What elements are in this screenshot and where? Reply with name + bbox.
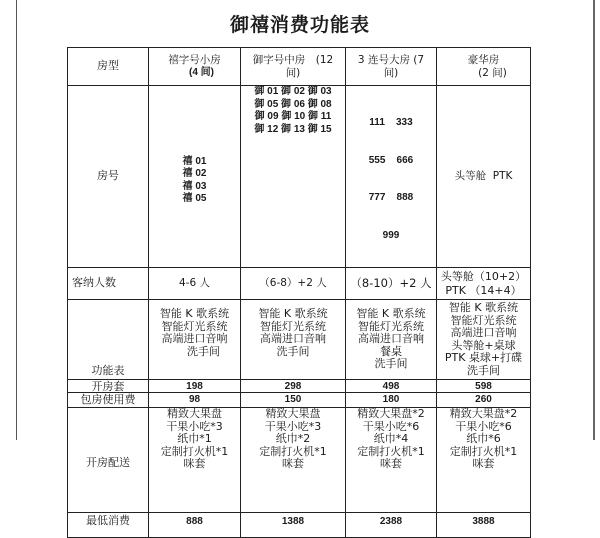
room-number-line: 御 01 御 02 御 03	[254, 86, 332, 97]
gift-item: 定制打火机*1	[357, 444, 425, 458]
feature-item: 高端进口音响	[450, 326, 517, 339]
gift-item: 咪套	[380, 457, 402, 470]
room-numbers-col-1	[149, 86, 241, 268]
feature-item: 洗手间	[374, 357, 408, 371]
features-col-4	[437, 300, 531, 380]
feature-item: 智能 K 歌系统	[448, 301, 519, 314]
label-opening-gift: 开房配送	[68, 408, 149, 513]
feature-item: 洗手间	[467, 363, 500, 377]
room-numbers-col-3	[346, 86, 437, 268]
gift-item: 精致大果盘*2	[449, 407, 518, 420]
capacity-col-1	[149, 268, 241, 300]
gift-item: 咪套	[183, 457, 206, 470]
row-room-number	[68, 86, 531, 268]
room-number-line: 御 05 御 06 御 08	[254, 98, 332, 110]
minimum-spend-col-3: 2388	[346, 513, 437, 538]
feature-item: 智能灯光系统	[450, 313, 517, 327]
col-4-name: 豪华房	[467, 54, 500, 66]
header-col-1	[149, 48, 241, 86]
page-left-edge	[16, 0, 17, 440]
capacity-col-3	[346, 268, 437, 300]
feature-item: 餐桌	[380, 344, 402, 358]
col-2-name: 御字号中房 (12	[252, 54, 334, 66]
capacity-col-4	[437, 268, 531, 300]
minimum-spend-col-1: 888	[149, 513, 241, 538]
gift-item: 纸巾*2	[275, 432, 311, 445]
feature-item: 智能 K 歌系统	[258, 307, 328, 320]
opening-package-col-2: 298	[241, 380, 346, 393]
consumption-table	[67, 47, 531, 538]
gift-item: 定制打火机*1	[259, 444, 327, 458]
capacity-value: （8-10）+2 人	[350, 276, 432, 291]
col-1-count: (4 间)	[189, 66, 214, 78]
room-fee-col-1: 98	[149, 393, 241, 408]
room-fee-col-3: 180	[346, 393, 437, 408]
features-col-1	[149, 300, 241, 380]
gift-item: 咪套	[472, 457, 495, 470]
col-1-name: 禧字号小房	[168, 54, 221, 66]
capacity-value: PTK （14+4）	[445, 283, 522, 297]
feature-item: 智能灯光系统	[161, 319, 228, 333]
opening-gift-col-2	[241, 408, 346, 513]
col-3-name: 3 连号大房 (7	[357, 54, 425, 66]
label-capacity: 客纳人数	[68, 268, 149, 300]
feature-item: PTK 桌球+打碟	[444, 351, 523, 364]
gift-item: 干果小吃*6	[362, 419, 420, 433]
label-opening-package: 开房套	[68, 380, 149, 393]
gift-item: 干果小吃*6	[455, 419, 512, 433]
row-room-fee	[68, 393, 531, 408]
room-number-line: 777 888	[368, 192, 414, 203]
feature-item: 智能 K 歌系统	[356, 307, 426, 321]
label-minimum-spend: 最低消费	[68, 513, 149, 538]
opening-gift-col-1	[149, 408, 241, 513]
row-opening-package	[68, 380, 531, 393]
feature-item: 智能灯光系统	[260, 319, 326, 333]
gift-item: 定制打火机*1	[160, 444, 229, 458]
opening-package-col-4: 598	[437, 380, 531, 393]
gift-item: 干果小吃*3	[264, 419, 322, 433]
gift-item: 精致大果盘*2	[357, 407, 425, 420]
row-opening-gift	[68, 408, 531, 513]
room-fee-col-2: 150	[241, 393, 346, 408]
capacity-value: 头等舱（10+2）	[440, 269, 527, 283]
capacity-value: （6-8）+2 人	[259, 277, 327, 290]
row-minimum-spend	[68, 513, 531, 538]
col-3-count: 间)	[383, 66, 399, 79]
gift-item: 定制打火机*1	[449, 444, 518, 458]
capacity-col-2	[241, 268, 346, 300]
col-4-count: (2 间)	[478, 66, 507, 79]
room-fee-col-4: 260	[437, 393, 531, 408]
room-number-line: 999	[382, 229, 400, 241]
room-number-line: 头等舱 PTK	[454, 170, 513, 183]
room-number: 禧 03	[182, 180, 207, 192]
row-room-type	[68, 48, 531, 86]
row-capacity	[68, 268, 531, 300]
header-col-3	[346, 48, 437, 86]
gift-item: 精致大果盘	[265, 407, 321, 420]
room-number: 禧 02	[182, 168, 207, 179]
room-number-line: 111 333	[369, 117, 413, 128]
row-features	[68, 300, 531, 380]
feature-item: 高端进口音响	[358, 332, 424, 346]
header-col-2	[241, 48, 346, 86]
room-numbers-col-4	[437, 86, 531, 268]
label-room-number: 房号	[68, 86, 149, 268]
label-room-fee: 包房使用费	[68, 393, 149, 408]
col-2-count: 间)	[285, 66, 301, 79]
features-col-2	[241, 300, 346, 380]
page-title: 御禧消费功能表	[229, 14, 370, 36]
feature-item: 头等舱+桌球	[451, 338, 516, 352]
feature-item: 高端进口音响	[260, 332, 326, 345]
feature-item: 智能 K 歌系统	[159, 307, 230, 320]
gift-item: 咪套	[282, 457, 304, 470]
gift-item: 精致大果盘	[167, 407, 222, 420]
opening-package-col-1: 198	[149, 380, 241, 393]
gift-item: 纸巾*4	[373, 432, 409, 445]
room-number-line: 御 12 御 13 御 15	[254, 123, 332, 135]
header-col-4	[437, 48, 531, 86]
page-right-edge	[593, 0, 595, 440]
label-room-type: 房型	[68, 48, 149, 86]
opening-gift-col-4	[437, 408, 531, 513]
minimum-spend-col-4: 3888	[437, 513, 531, 538]
feature-item: 高端进口音响	[161, 332, 228, 345]
label-features: 功能表	[68, 300, 149, 380]
feature-item: 洗手间	[187, 344, 220, 358]
opening-gift-col-3	[346, 408, 437, 513]
opening-package-col-3: 498	[346, 380, 437, 393]
feature-item: 洗手间	[276, 344, 310, 358]
room-number: 禧 05	[182, 193, 207, 204]
gift-item: 纸巾*1	[177, 432, 212, 445]
features-col-3	[346, 300, 437, 380]
capacity-value: 4-6 人	[179, 277, 210, 290]
gift-item: 干果小吃*3	[166, 419, 223, 433]
minimum-spend-col-2: 1388	[241, 513, 346, 538]
room-number-line: 555 666	[368, 154, 414, 166]
room-number: 禧 01	[182, 155, 207, 167]
room-numbers-col-2	[241, 86, 346, 268]
gift-item: 纸巾*6	[466, 432, 501, 445]
feature-item: 智能灯光系统	[358, 319, 424, 333]
room-number-line: 御 09 御 10 御 11	[254, 111, 332, 122]
